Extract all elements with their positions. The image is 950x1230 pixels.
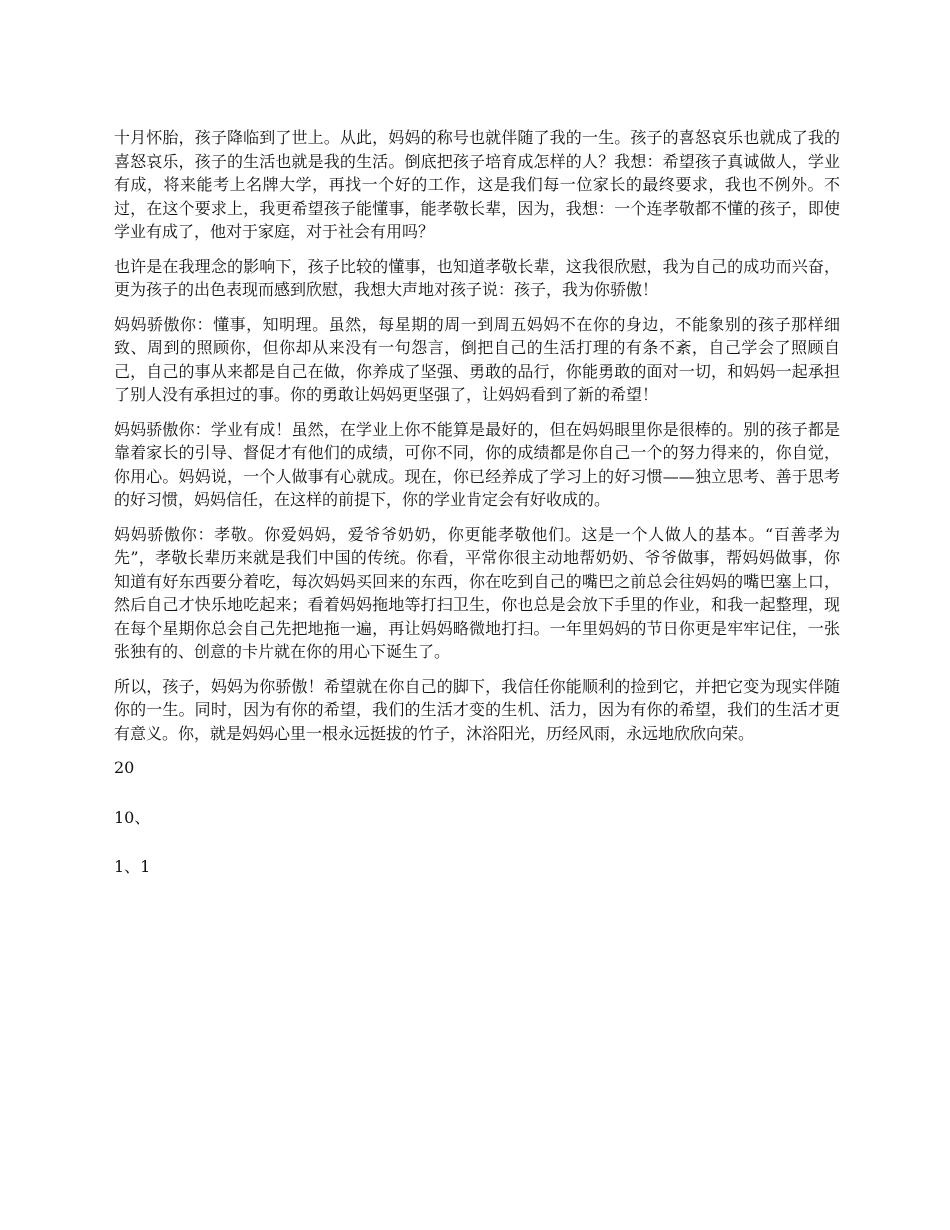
paragraph-2: 也许是在我理念的影响下，孩子比较的懂事，也知道孝敬长辈，这我很欣慰，我为自己的成功而兴奋，更为孩子的出色表现而感到欣慰，我想大声地对孩子说：孩子，我为你骄傲！ <box>114 256 840 299</box>
trailing-line-2: 10、 <box>114 807 151 827</box>
trailing-line-3: 1、1 <box>114 857 151 876</box>
document-page <box>114 126 840 905</box>
paragraph-5: 妈妈骄傲你：孝敬。你爱妈妈，爱爷爷奶奶，你更能孝敬他们。这是一个人做人的基本。“百善孝为先”，孝敬长辈历来就是我们中国的传统。你看，平常你很主动地帮奶奶、爷爷做事，帮妈妈做事，你知道有好东西要分着吃，每次妈妈买回来的东西，你在吃到自己的嘴巴之前总会往妈妈的嘴巴塞上口，然后自己才快乐地吃起来；看着妈妈拖地等打扫卫生，你也总是会放下手里的作业，和我一起整理，现在每个星期你总会自己先把地拖一遍，再让妈妈略微地打扫。一年里妈妈的节日你更是牢牢记住，一张张独有的、创意的卡片就在你的用心下诞生了。 <box>114 524 840 661</box>
paragraph-4: 妈妈骄傲你：学业有成！虽然，在学业上你不能算是最好的，但在妈妈眼里你是很棒的。别的孩子都是靠着家长的引导、督促才有他们的成绩，可你不同，你的成绩都是你自己一个的努力得来的，你自觉，你用心。妈妈说，一个人做事有心就成。现在，你已经养成了学习上的好习惯——独立思考、善于思考的好习惯，妈妈信任，在这样的前提下，你的学业肯定会有好收成的。 <box>114 419 840 509</box>
paragraph-3: 妈妈骄傲你：懂事，知明理。虽然，每星期的周一到周五妈妈不在你的身边，不能象别的孩子那样细致、周到的照顾你，但你却从来没有一句怨言，倒把自己的生活打理的有条不紊，自己学会了照顾自己，自己的事从来都是自己在做，你养成了坚强、勇敢的品行，你能勇敢的面对一切，和妈妈一起承担了别人没有承担过的事。你的勇敢让妈妈更坚强了，让妈妈看到了新的希望！ <box>114 314 840 404</box>
paragraph-6: 所以，孩子，妈妈为你骄傲！希望就在你自己的脚下，我信任你能顺利的捡到它，并把它变为现实伴随你的一生。同时，因为有你的希望，我们的生活才变的生机、活力，因为有你的希望，我们的生活才更有意义。你，就是妈妈心里一根永远挺拔的竹子，沐浴阳光，历经风雨，永远地欣欣向荣。 <box>114 676 840 743</box>
paragraph-1: 十月怀胎，孩子降临到了世上。从此，妈妈的称号也就伴随了我的一生。孩子的喜怒哀乐也就成了我的喜怒哀乐，孩子的生活也就是我的生活。倒底把孩子培育成怎样的人？我想：希望孩子真诚做人，学业有成，将来能考上名牌大学，再找一个好的工作，这是我们每一位家长的最终要求，我也不例外。不过，在这个要求上，我更希望孩子能懂事，能孝敬长辈，因为，我想：一个连孝敬都不懂的孩子，即使学业有成了，他对于家庭，对于社会有用吗？ <box>114 128 840 241</box>
trailing-line-1: 20 <box>114 758 135 777</box>
